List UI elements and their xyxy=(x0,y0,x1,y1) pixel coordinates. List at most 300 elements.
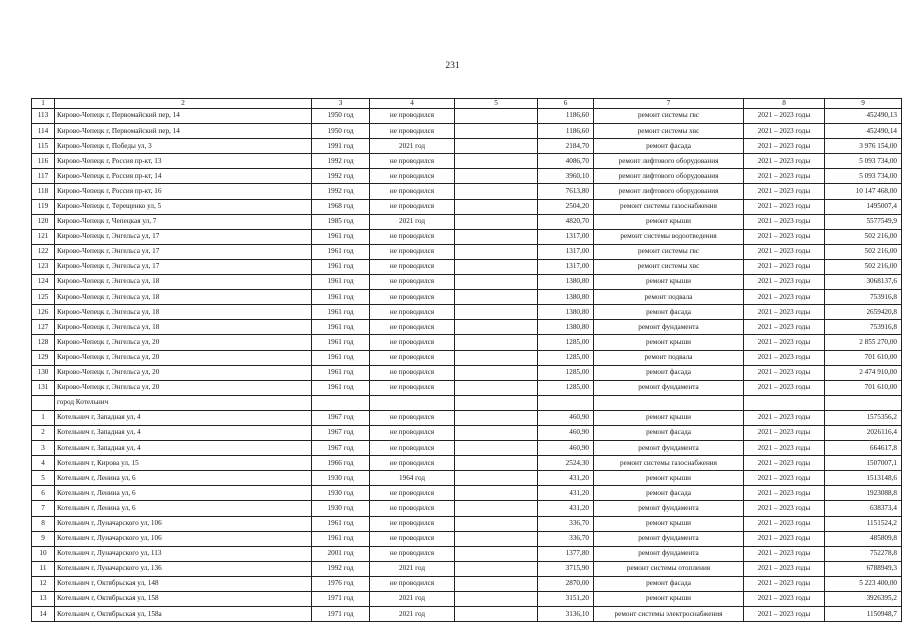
table-row xyxy=(32,471,902,486)
build-year-cell: 1961 год xyxy=(312,229,370,244)
empty-cell xyxy=(455,275,538,290)
period-cell: 2021 – 2023 годы xyxy=(744,290,825,305)
empty-cell xyxy=(455,456,538,471)
column-header-8: 8 xyxy=(744,99,825,109)
last-repair-cell: не проводился xyxy=(370,335,455,350)
address-cell: Кирово-Чепецк г, Энгельса ул, 18 xyxy=(55,305,312,320)
work-type-cell: ремонт крыши xyxy=(594,410,744,425)
empty-cell xyxy=(455,169,538,184)
cost-cell: 1923088,8 xyxy=(825,486,902,501)
empty-cell xyxy=(455,576,538,591)
period-cell: 2021 – 2023 годы xyxy=(744,275,825,290)
table-row xyxy=(32,109,902,124)
work-type-cell: ремонт системы газоснабжения xyxy=(594,199,744,214)
build-year-cell: 1961 год xyxy=(312,305,370,320)
last-repair-cell: 2021 год xyxy=(370,592,455,607)
area-cell: 3151,20 xyxy=(538,592,594,607)
area-cell: 431,20 xyxy=(538,471,594,486)
build-year-cell: 1961 год xyxy=(312,335,370,350)
row-number-cell: 5 xyxy=(32,471,55,486)
cost-cell: 3068137,6 xyxy=(825,275,902,290)
area-cell: 460,90 xyxy=(538,425,594,440)
empty-cell xyxy=(455,486,538,501)
area-cell: 4820,70 xyxy=(538,214,594,229)
last-repair-cell: 2021 год xyxy=(370,139,455,154)
period-cell: 2021 – 2023 годы xyxy=(744,350,825,365)
cost-cell: 5577549,9 xyxy=(825,214,902,229)
work-type-cell: ремонт лифтового оборудования xyxy=(594,154,744,169)
last-repair-cell: не проводился xyxy=(370,244,455,259)
build-year-cell: 1966 год xyxy=(312,456,370,471)
area-cell: 1380,80 xyxy=(538,290,594,305)
address-cell: Котельнич г, Западная ул, 4 xyxy=(55,441,312,456)
period-cell: 2021 – 2023 годы xyxy=(744,154,825,169)
cost-cell: 701 610,00 xyxy=(825,380,902,395)
column-header-5: 5 xyxy=(455,99,538,109)
work-type-cell: ремонт фасада xyxy=(594,305,744,320)
row-number-cell: 11 xyxy=(32,561,55,576)
address-cell: Котельнич г, Луначарского ул, 106 xyxy=(55,516,312,531)
column-header-1: 1 xyxy=(32,99,55,109)
area-cell: 4086,70 xyxy=(538,154,594,169)
cost-cell: 5 093 734,00 xyxy=(825,154,902,169)
row-number-cell: 8 xyxy=(32,516,55,531)
last-repair-cell: не проводился xyxy=(370,380,455,395)
row-number-cell: 127 xyxy=(32,320,55,335)
table-row xyxy=(32,546,902,561)
work-type-cell: ремонт системы газоснабжения xyxy=(594,456,744,471)
period-cell: 2021 – 2023 годы xyxy=(744,441,825,456)
address-cell: Котельнич г, Октябрьская ул, 158а xyxy=(55,607,312,622)
work-type-cell: ремонт крыши xyxy=(594,275,744,290)
address-cell: Котельнич г, Луначарского ул, 136 xyxy=(55,561,312,576)
area-cell: 2504,20 xyxy=(538,199,594,214)
column-header-6: 6 xyxy=(538,99,594,109)
address-cell: Кирово-Чепецк г, Энгельса ул, 18 xyxy=(55,320,312,335)
empty-cell xyxy=(455,607,538,622)
table-row xyxy=(32,290,902,305)
empty-cell xyxy=(455,546,538,561)
build-year-cell: 1961 год xyxy=(312,531,370,546)
cost-cell: 753916,8 xyxy=(825,290,902,305)
table-row xyxy=(32,244,902,259)
build-year-cell: 1961 год xyxy=(312,275,370,290)
address-cell: Кирово-Чепецк г, Россия пр-кт, 16 xyxy=(55,184,312,199)
period-cell: 2021 – 2023 годы xyxy=(744,365,825,380)
area-cell: 2870,00 xyxy=(538,576,594,591)
row-number-cell: 3 xyxy=(32,441,55,456)
last-repair-cell: 1964 год xyxy=(370,471,455,486)
empty-cell xyxy=(455,259,538,274)
build-year-cell: 1930 год xyxy=(312,486,370,501)
table-row xyxy=(32,531,902,546)
period-cell: 2021 – 2023 годы xyxy=(744,199,825,214)
row-number-cell: 10 xyxy=(32,546,55,561)
address-cell: Котельнич г, Луначарского ул, 106 xyxy=(55,531,312,546)
address-cell: Кирово-Чепецк г, Россия пр-кт, 13 xyxy=(55,154,312,169)
area-cell: 460,90 xyxy=(538,441,594,456)
table-row xyxy=(32,441,902,456)
last-repair-cell: не проводился xyxy=(370,259,455,274)
table-row xyxy=(32,214,902,229)
column-header-7: 7 xyxy=(594,99,744,109)
cost-cell: 752278,8 xyxy=(825,546,902,561)
cost-cell: 502 216,00 xyxy=(825,229,902,244)
period-cell: 2021 – 2023 годы xyxy=(744,561,825,576)
period-cell: 2021 – 2023 годы xyxy=(744,214,825,229)
period-cell: 2021 – 2023 годы xyxy=(744,607,825,622)
work-type-cell: ремонт подвала xyxy=(594,290,744,305)
address-cell: Кирово-Чепецк г, Энгельса ул, 20 xyxy=(55,365,312,380)
row-number-cell: 130 xyxy=(32,365,55,380)
table-row xyxy=(32,305,902,320)
empty-cell xyxy=(455,184,538,199)
last-repair-cell: не проводился xyxy=(370,320,455,335)
cost-cell: 753916,8 xyxy=(825,320,902,335)
section-spacer-cell xyxy=(744,395,825,410)
address-cell: Котельнич г, Октябрьская ул, 158 xyxy=(55,592,312,607)
period-cell: 2021 – 2023 годы xyxy=(744,592,825,607)
address-cell: Кирово-Чепецк г, Энгельса ул, 18 xyxy=(55,290,312,305)
period-cell: 2021 – 2023 годы xyxy=(744,259,825,274)
period-cell: 2021 – 2023 годы xyxy=(744,229,825,244)
section-spacer-cell xyxy=(312,395,370,410)
section-spacer-cell xyxy=(825,395,902,410)
period-cell: 2021 – 2023 годы xyxy=(744,410,825,425)
period-cell: 2021 – 2023 годы xyxy=(744,305,825,320)
area-cell: 1317,00 xyxy=(538,244,594,259)
last-repair-cell: не проводился xyxy=(370,501,455,516)
column-header-2: 2 xyxy=(55,99,312,109)
table-row xyxy=(32,169,902,184)
table-row xyxy=(32,275,902,290)
period-cell: 2021 – 2023 годы xyxy=(744,425,825,440)
build-year-cell: 1992 год xyxy=(312,169,370,184)
area-cell: 1380,80 xyxy=(538,320,594,335)
row-number-cell: 2 xyxy=(32,425,55,440)
empty-cell xyxy=(455,501,538,516)
table-row xyxy=(32,154,902,169)
area-cell: 336,70 xyxy=(538,516,594,531)
area-cell: 1285,00 xyxy=(538,350,594,365)
section-title: город Котельнич xyxy=(55,395,312,410)
last-repair-cell: не проводился xyxy=(370,199,455,214)
empty-cell xyxy=(455,320,538,335)
work-type-cell: ремонт системы электроснабжения xyxy=(594,607,744,622)
section-spacer-cell xyxy=(455,395,538,410)
cost-cell: 6788949,3 xyxy=(825,561,902,576)
period-cell: 2021 – 2023 годы xyxy=(744,335,825,350)
table-row xyxy=(32,456,902,471)
work-type-cell: ремонт фасада xyxy=(594,139,744,154)
cost-cell: 5 223 400,00 xyxy=(825,576,902,591)
area-cell: 431,20 xyxy=(538,501,594,516)
cost-cell: 701 610,00 xyxy=(825,350,902,365)
period-cell: 2021 – 2023 годы xyxy=(744,380,825,395)
row-number-cell: 121 xyxy=(32,229,55,244)
row-number-cell: 12 xyxy=(32,576,55,591)
table-row xyxy=(32,516,902,531)
table-row xyxy=(32,576,902,591)
cost-cell: 5 093 734,00 xyxy=(825,169,902,184)
address-cell: Котельнич г, Ленина ул, 6 xyxy=(55,471,312,486)
page-number: 231 xyxy=(445,61,460,71)
work-type-cell: ремонт крыши xyxy=(594,592,744,607)
build-year-cell: 1950 год xyxy=(312,124,370,139)
build-year-cell: 1961 год xyxy=(312,365,370,380)
section-row xyxy=(32,395,902,410)
table-row xyxy=(32,199,902,214)
work-type-cell: ремонт крыши xyxy=(594,335,744,350)
period-cell: 2021 – 2023 годы xyxy=(744,124,825,139)
empty-cell xyxy=(455,471,538,486)
build-year-cell: 1991 год xyxy=(312,139,370,154)
last-repair-cell: не проводился xyxy=(370,184,455,199)
work-type-cell: ремонт фундамента xyxy=(594,441,744,456)
work-type-cell: ремонт подвала xyxy=(594,350,744,365)
work-type-cell: ремонт фасада xyxy=(594,576,744,591)
empty-cell xyxy=(455,516,538,531)
build-year-cell: 1971 год xyxy=(312,607,370,622)
table-row xyxy=(32,139,902,154)
empty-cell xyxy=(455,214,538,229)
last-repair-cell: не проводился xyxy=(370,576,455,591)
address-cell: Кирово-Чепецк г, Энгельса ул, 20 xyxy=(55,380,312,395)
row-number-cell: 114 xyxy=(32,124,55,139)
last-repair-cell: не проводился xyxy=(370,229,455,244)
cost-cell: 10 147 468,00 xyxy=(825,184,902,199)
area-cell: 1380,80 xyxy=(538,275,594,290)
area-cell: 1380,80 xyxy=(538,305,594,320)
row-number-cell: 1 xyxy=(32,410,55,425)
address-cell: Кирово-Чепецк г, Энгельса ул, 17 xyxy=(55,229,312,244)
last-repair-cell: 2021 год xyxy=(370,607,455,622)
build-year-cell: 1930 год xyxy=(312,501,370,516)
address-cell: Кирово-Чепецк г, Энгельса ул, 18 xyxy=(55,275,312,290)
area-cell: 1186,60 xyxy=(538,124,594,139)
section-spacer-cell xyxy=(370,395,455,410)
cost-cell: 3926395,2 xyxy=(825,592,902,607)
area-cell: 1186,60 xyxy=(538,109,594,124)
address-cell: Кирово-Чепецк г, Чепецкая ул, 7 xyxy=(55,214,312,229)
last-repair-cell: 2021 год xyxy=(370,214,455,229)
address-cell: Котельнич г, Западная ул, 4 xyxy=(55,410,312,425)
build-year-cell: 1961 год xyxy=(312,350,370,365)
cost-cell: 1151524,2 xyxy=(825,516,902,531)
address-cell: Котельнич г, Ленина ул, 6 xyxy=(55,486,312,501)
area-cell: 7613,80 xyxy=(538,184,594,199)
work-type-cell: ремонт лифтового оборудования xyxy=(594,184,744,199)
period-cell: 2021 – 2023 годы xyxy=(744,531,825,546)
table-row xyxy=(32,380,902,395)
period-cell: 2021 – 2023 годы xyxy=(744,501,825,516)
build-year-cell: 1971 год xyxy=(312,592,370,607)
address-cell: Котельнич г, Кирова ул, 15 xyxy=(55,456,312,471)
cost-cell: 2026116,4 xyxy=(825,425,902,440)
work-type-cell: ремонт системы гвс xyxy=(594,244,744,259)
build-year-cell: 1930 год xyxy=(312,471,370,486)
address-cell: Котельнич г, Октябрьская ул, 148 xyxy=(55,576,312,591)
cost-cell: 1507007,1 xyxy=(825,456,902,471)
empty-cell xyxy=(455,380,538,395)
empty-cell xyxy=(455,109,538,124)
row-number-cell: 4 xyxy=(32,456,55,471)
cost-cell: 1575356,2 xyxy=(825,410,902,425)
work-type-cell: ремонт системы отопления xyxy=(594,561,744,576)
table-row xyxy=(32,592,902,607)
build-year-cell: 1961 год xyxy=(312,244,370,259)
empty-cell xyxy=(455,244,538,259)
table-row xyxy=(32,350,902,365)
period-cell: 2021 – 2023 годы xyxy=(744,576,825,591)
section-spacer-cell xyxy=(538,395,594,410)
row-number-cell: 117 xyxy=(32,169,55,184)
work-type-cell: ремонт системы водоотведения xyxy=(594,229,744,244)
work-type-cell: ремонт крыши xyxy=(594,471,744,486)
work-type-cell: ремонт крыши xyxy=(594,516,744,531)
address-cell: Котельнич г, Западная ул, 4 xyxy=(55,425,312,440)
period-cell: 2021 – 2023 годы xyxy=(744,320,825,335)
last-repair-cell: не проводился xyxy=(370,425,455,440)
last-repair-cell: не проводился xyxy=(370,350,455,365)
build-year-cell: 1992 год xyxy=(312,561,370,576)
row-number-cell: 124 xyxy=(32,275,55,290)
empty-cell xyxy=(455,139,538,154)
area-cell: 336,70 xyxy=(538,531,594,546)
row-number-cell: 116 xyxy=(32,154,55,169)
area-cell: 2184,70 xyxy=(538,139,594,154)
period-cell: 2021 – 2023 годы xyxy=(744,244,825,259)
area-cell: 3136,10 xyxy=(538,607,594,622)
address-cell: Кирово-Чепецк г, Россия пр-кт, 14 xyxy=(55,169,312,184)
work-type-cell: ремонт фундамента xyxy=(594,531,744,546)
work-type-cell: ремонт фасада xyxy=(594,486,744,501)
build-year-cell: 1961 год xyxy=(312,259,370,274)
column-header-3: 3 xyxy=(312,99,370,109)
row-number-cell: 122 xyxy=(32,244,55,259)
cost-cell: 485809,8 xyxy=(825,531,902,546)
build-year-cell: 1961 год xyxy=(312,290,370,305)
last-repair-cell: не проводился xyxy=(370,531,455,546)
cost-cell: 1495007,4 xyxy=(825,199,902,214)
last-repair-cell: 2021 год xyxy=(370,561,455,576)
last-repair-cell: не проводился xyxy=(370,154,455,169)
work-type-cell: ремонт системы хвс xyxy=(594,259,744,274)
row-number-cell: 14 xyxy=(32,607,55,622)
table-row xyxy=(32,486,902,501)
row-number-cell: 128 xyxy=(32,335,55,350)
cost-cell: 1513148,6 xyxy=(825,471,902,486)
last-repair-cell: не проводился xyxy=(370,275,455,290)
address-cell: Кирово-Чепецк г, Энгельса ул, 20 xyxy=(55,350,312,365)
row-number-cell: 126 xyxy=(32,305,55,320)
column-header-4: 4 xyxy=(370,99,455,109)
build-year-cell: 1967 год xyxy=(312,410,370,425)
area-cell: 431,20 xyxy=(538,486,594,501)
cost-cell: 2659420,8 xyxy=(825,305,902,320)
build-year-cell: 1967 год xyxy=(312,441,370,456)
last-repair-cell: не проводился xyxy=(370,486,455,501)
area-cell: 3715,90 xyxy=(538,561,594,576)
last-repair-cell: не проводился xyxy=(370,516,455,531)
build-year-cell: 1992 год xyxy=(312,154,370,169)
cost-cell: 502 216,00 xyxy=(825,244,902,259)
address-cell: Кирово-Чепецк г, Первомайский пер, 14 xyxy=(55,109,312,124)
last-repair-cell: не проводился xyxy=(370,365,455,380)
table-row xyxy=(32,320,902,335)
period-cell: 2021 – 2023 годы xyxy=(744,109,825,124)
cost-cell: 452490,14 xyxy=(825,124,902,139)
row-number-cell: 120 xyxy=(32,214,55,229)
period-cell: 2021 – 2023 годы xyxy=(744,486,825,501)
cost-cell: 664617,8 xyxy=(825,441,902,456)
last-repair-cell: не проводился xyxy=(370,124,455,139)
work-type-cell: ремонт фундамента xyxy=(594,546,744,561)
work-type-cell: ремонт системы хвс xyxy=(594,124,744,139)
area-cell: 1317,00 xyxy=(538,229,594,244)
period-cell: 2021 – 2023 годы xyxy=(744,139,825,154)
row-number-cell: 9 xyxy=(32,531,55,546)
build-year-cell: 1961 год xyxy=(312,320,370,335)
address-cell: Кирово-Чепецк г, Победы ул, 3 xyxy=(55,139,312,154)
row-number-cell: 119 xyxy=(32,199,55,214)
build-year-cell: 1976 год xyxy=(312,576,370,591)
repair-schedule-table xyxy=(31,98,902,622)
area-cell: 1317,00 xyxy=(538,259,594,274)
empty-cell xyxy=(455,290,538,305)
row-number-cell: 113 xyxy=(32,109,55,124)
empty-cell xyxy=(455,365,538,380)
row-number-cell: 123 xyxy=(32,259,55,274)
last-repair-cell: не проводился xyxy=(370,410,455,425)
last-repair-cell: не проводился xyxy=(370,109,455,124)
period-cell: 2021 – 2023 годы xyxy=(744,546,825,561)
build-year-cell: 1961 год xyxy=(312,380,370,395)
row-number-cell: 115 xyxy=(32,139,55,154)
table-row xyxy=(32,335,902,350)
column-number-row xyxy=(32,99,902,109)
period-cell: 2021 – 2023 годы xyxy=(744,184,825,199)
table-row xyxy=(32,184,902,199)
table-row xyxy=(32,607,902,622)
address-cell: Кирово-Чепецк г, Энгельса ул, 17 xyxy=(55,259,312,274)
period-cell: 2021 – 2023 годы xyxy=(744,456,825,471)
row-number-cell: 129 xyxy=(32,350,55,365)
build-year-cell: 1985 год xyxy=(312,214,370,229)
last-repair-cell: не проводился xyxy=(370,169,455,184)
build-year-cell: 1992 год xyxy=(312,184,370,199)
address-cell: Кирово-Чепецк г, Энгельса ул, 20 xyxy=(55,335,312,350)
cost-cell: 2 474 910,00 xyxy=(825,365,902,380)
empty-cell xyxy=(455,410,538,425)
last-repair-cell: не проводился xyxy=(370,290,455,305)
empty-cell xyxy=(455,124,538,139)
table-row xyxy=(32,501,902,516)
empty-cell xyxy=(455,592,538,607)
cost-cell: 452490,13 xyxy=(825,109,902,124)
row-number-cell: 125 xyxy=(32,290,55,305)
address-cell: Кирово-Чепецк г, Терещенко ул, 5 xyxy=(55,199,312,214)
table-row xyxy=(32,561,902,576)
last-repair-cell: не проводился xyxy=(370,305,455,320)
work-type-cell: ремонт лифтового оборудования xyxy=(594,169,744,184)
last-repair-cell: не проводился xyxy=(370,456,455,471)
cost-cell: 1150948,7 xyxy=(825,607,902,622)
empty-cell xyxy=(455,531,538,546)
empty-cell xyxy=(455,425,538,440)
column-header-9: 9 xyxy=(825,99,902,109)
build-year-cell: 1967 год xyxy=(312,425,370,440)
